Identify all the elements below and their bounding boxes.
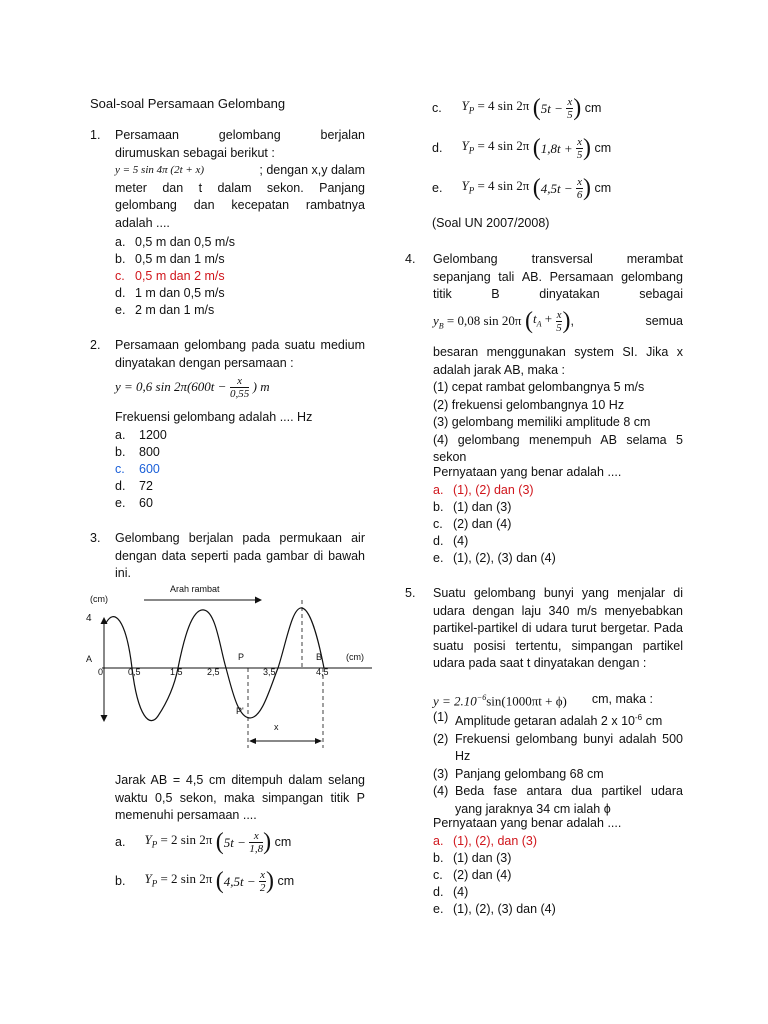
point-b-label: B	[316, 652, 323, 662]
word: transversal	[531, 252, 593, 266]
word: sebagai	[639, 287, 683, 301]
word: dinyatakan	[539, 287, 600, 301]
option-e[interactable]	[115, 302, 214, 320]
option-e[interactable]	[115, 495, 153, 513]
equation-var: y	[433, 312, 439, 328]
numerator: x	[567, 96, 573, 108]
word: titik	[433, 287, 452, 301]
question-line	[433, 286, 683, 304]
tick-label: 4,5	[316, 667, 329, 677]
equation	[433, 689, 567, 710]
option-text: 2 m dan 1 m/s	[135, 303, 215, 317]
equation-part: = 4 sin 2π	[477, 177, 530, 193]
question-text: Suatu gelombang bunyi yang menjalar di udara dengan laju 340 m/s menyebabkan partikel-partikel di udara turut bergetar. Pada suatu posisi tertentu, simpangan partikel udara pada saat t dinyatakan dengan :	[433, 586, 683, 670]
equation-sub: P	[468, 145, 475, 156]
option-label: d.	[115, 286, 126, 300]
fraction	[259, 869, 266, 894]
equation: y = 5 sin 4π (2t + x)	[115, 164, 205, 176]
unit: cm	[274, 834, 292, 849]
statement-number: (2)	[433, 731, 449, 746]
option-text: (1), (2), dan (3)	[453, 834, 538, 848]
word: Persamaan	[549, 269, 614, 284]
option-label: c.	[433, 517, 443, 531]
tick-label: 0	[98, 667, 104, 677]
unit: cm	[594, 180, 612, 195]
question-5	[405, 585, 685, 925]
question-1	[90, 127, 365, 322]
statement-text: Frekuensi gelombang bunyi adalah 500 Hz	[455, 731, 683, 764]
option-d[interactable]	[115, 285, 225, 303]
option-label: c.	[115, 462, 125, 476]
statement-item	[433, 766, 683, 784]
word: gelombang	[621, 269, 683, 284]
fraction	[249, 830, 263, 855]
point-p-prime-label: P'	[236, 706, 244, 716]
option-b[interactable]: b. $Y_P = 2$ sin 2π (4,5t − $\frac{x}{2}$ ) cm	[115, 867, 295, 894]
option-a-answer[interactable]	[433, 833, 537, 851]
equation-sub: A	[536, 319, 542, 329]
equation-line	[115, 162, 365, 180]
option-e[interactable]: e. $Y_P = 4$ sin 2π (4,5t − $\frac{x}{6}$ ) cm	[432, 174, 612, 201]
numerator: x	[556, 309, 562, 322]
question-body	[115, 127, 365, 232]
question-source: (Soal UN 2007/2008)	[432, 216, 550, 230]
option-a-answer[interactable]	[433, 482, 534, 500]
fraction	[230, 375, 249, 400]
denominator: 1,8	[249, 843, 264, 855]
question-text: Gelombang berjalan pada permukaan air dengan data seperti pada gambar di bawah ini.	[115, 531, 365, 580]
denominator: 5	[556, 322, 562, 335]
statement-text: Panjang gelombang 68 cm	[455, 766, 604, 781]
equation-sub: P	[151, 839, 158, 850]
denominator: 2	[259, 882, 266, 894]
option-b[interactable]	[433, 499, 511, 517]
option-text: 0,5 m dan 0,5 m/s	[135, 235, 236, 249]
question-text: Persamaan gelombang pada suatu medium dinyatakan dengan persamaan :	[115, 338, 365, 370]
word: tali	[498, 269, 515, 284]
equation-tail: semua	[645, 314, 683, 329]
question-body	[433, 251, 683, 304]
option-c-answer[interactable]	[115, 268, 225, 286]
option-label: d.	[433, 534, 444, 548]
option-text: (4)	[453, 534, 469, 548]
statement-text: Beda fase antara dua partikel udara yang jaraknya 34 cm ialah ϕ	[455, 784, 683, 816]
word: berjalan	[320, 128, 365, 142]
option-text: 1200	[139, 428, 167, 442]
statement-item	[433, 709, 683, 731]
option-c[interactable]: c. $Y_P = 4$ sin 2π (5t − $\frac{x}{5}$ ) cm	[432, 94, 602, 121]
option-a[interactable]	[115, 234, 235, 252]
option-c-answer[interactable]	[115, 461, 160, 479]
equation	[115, 375, 270, 400]
statement-item: (2) frekuensi gelombangnya 10 Hz	[433, 397, 625, 412]
word: Gelombang	[433, 252, 498, 266]
option-label: d.	[433, 885, 444, 899]
option-label: e.	[115, 303, 126, 317]
option-b[interactable]	[115, 444, 160, 462]
statement-number: (4)	[433, 784, 449, 799]
statement-item	[433, 731, 683, 766]
option-text: (2) dan (4)	[453, 517, 512, 531]
numerator: x	[249, 830, 263, 843]
option-label: e.	[115, 496, 126, 510]
wave-figure	[80, 578, 380, 753]
word: merambat	[626, 252, 683, 266]
option-label: a.	[433, 834, 444, 848]
option-a[interactable]	[115, 427, 167, 445]
statement-item: (4) gelombang menempuh AB selama 5 sekon	[433, 432, 683, 464]
equation-sub: P	[468, 105, 475, 116]
numerator: x	[577, 136, 583, 148]
numerator: x	[260, 869, 266, 881]
option-text: 1 m dan 0,5 m/s	[135, 286, 225, 300]
equation-var: t	[532, 311, 537, 326]
statement-item	[433, 783, 683, 818]
option-d[interactable]	[433, 533, 468, 551]
equation-sup: −6	[476, 693, 487, 702]
option-text: 600	[139, 462, 160, 476]
unit: cm	[584, 100, 602, 115]
option-label: b.	[433, 851, 444, 865]
option-label: a.	[115, 235, 126, 249]
option-b[interactable]	[433, 850, 511, 868]
option-d[interactable]: d. $Y_P = 4$ sin 2π (1,8t + $\frac{x}{5}$ ) cm	[432, 134, 612, 161]
option-label: a.	[115, 428, 126, 442]
question-4	[405, 251, 683, 571]
statement-item: (1) cepat rambat gelombangnya 5 m/s	[433, 380, 645, 394]
question-number: 5.	[405, 586, 416, 600]
statement-sup: -6	[635, 713, 643, 722]
option-text: (1) dan (3)	[453, 500, 512, 514]
option-text: (1), (2) dan (3)	[453, 483, 534, 497]
equation-sub: B	[438, 321, 444, 331]
amplitude-label: 4	[86, 613, 92, 624]
equation-part: +	[544, 311, 553, 326]
option-text: 60	[139, 496, 153, 510]
option-label: d.	[432, 140, 443, 155]
amplitude-arrow-down	[101, 715, 108, 722]
equation-part: y = 2.10	[433, 693, 477, 709]
option-label: e.	[433, 902, 444, 916]
statement-number: (3)	[433, 766, 449, 781]
statement-text: Amplitude getaran adalah 2 x 10	[455, 714, 635, 729]
question-text: meter dan t dalam sekon. Panjang gelombang dan kecepatan rambatnya adalah ....	[115, 180, 365, 230]
equation-var: Y	[461, 177, 469, 193]
tick-label: 2,5	[207, 667, 220, 677]
denominator: 5	[567, 109, 573, 121]
point-a-label: A	[86, 654, 93, 664]
statement-list	[433, 709, 683, 818]
word: sepanjang	[433, 269, 491, 284]
option-c[interactable]	[433, 867, 511, 885]
y-unit-label: (cm)	[90, 594, 108, 604]
option-label: b.	[115, 445, 126, 459]
question-line	[433, 269, 683, 287]
fraction	[576, 136, 583, 161]
option-label: c.	[433, 868, 443, 882]
equation-part: = 4 sin 2π	[477, 97, 530, 113]
question-line	[115, 127, 365, 145]
word: B	[491, 287, 500, 301]
option-text: (4)	[453, 885, 469, 899]
equation-part: = 2 sin 2π	[160, 831, 213, 847]
question-line: dirumuskan sebagai berikut :	[115, 145, 275, 160]
direction-arrow-head	[255, 597, 262, 604]
option-text: (2) dan (4)	[453, 868, 512, 882]
statement-number: (1)	[433, 710, 449, 724]
equation	[433, 312, 522, 331]
equation-var: Y	[144, 831, 152, 847]
option-label: a.	[115, 834, 126, 849]
option-text: (1), (2), (3) dan (4)	[453, 551, 556, 565]
option-a[interactable]: a. $Y_P = 2$ sin 2π (5t − $\frac{x}{1,8}$ ) cm	[115, 828, 292, 855]
option-label: c.	[115, 269, 125, 283]
equation-tail: ; dengan x,y dalam	[259, 163, 365, 177]
option-label: b.	[433, 500, 444, 514]
statement-item: (3) gelombang memiliki amplitude 8 cm	[433, 415, 651, 429]
wave-curve	[106, 608, 324, 721]
equation-inner: 4,5t −	[223, 873, 256, 889]
equation-part: ) m	[252, 378, 270, 394]
option-text: 72	[139, 479, 153, 493]
question-number: 4.	[405, 252, 416, 266]
option-b[interactable]	[115, 251, 225, 269]
equation-line	[433, 689, 683, 710]
option-text: (1), (2), (3) dan (4)	[453, 902, 556, 916]
numerator: x	[230, 375, 249, 388]
x-distance-label: x	[274, 722, 279, 732]
question-prompt: Pernyataan yang benar adalah ....	[433, 816, 622, 830]
numerator: x	[577, 176, 583, 188]
question-prompt: Pernyataan yang benar adalah ....	[433, 465, 622, 479]
option-d[interactable]	[433, 884, 468, 902]
word: Persamaan	[115, 128, 179, 142]
question-number: 2.	[90, 338, 101, 352]
document-title: Soal-soal Persamaan Gelombang	[90, 96, 286, 111]
option-label: e.	[433, 551, 444, 565]
question-2	[90, 337, 365, 517]
option-text: 0,5 m dan 2 m/s	[135, 269, 225, 283]
statement-text: cm	[642, 714, 663, 729]
question-text-2: Jarak AB = 4,5 cm ditempuh dalam selang waktu 0,5 sekon, maka simpangan titik P memenuhi persamaan ....	[115, 773, 365, 822]
equation-inner: 1,8t +	[540, 140, 573, 156]
word: AB.	[521, 269, 542, 284]
denominator: 5	[576, 149, 583, 161]
equation-sub: P	[468, 185, 475, 196]
unit: cm	[277, 873, 295, 888]
option-e[interactable]	[433, 550, 556, 568]
option-label: a.	[433, 483, 444, 497]
question-number: 1.	[90, 128, 101, 142]
option-text: 0,5 m dan 1 m/s	[135, 252, 225, 266]
option-d[interactable]	[115, 478, 153, 496]
question-text: besaran menggunakan system SI. Jika x adalah jarak AB, maka :	[433, 345, 683, 377]
option-text: (1) dan (3)	[453, 851, 512, 865]
equation-part: = 0,08 sin 20π	[446, 312, 522, 328]
option-label: b.	[115, 873, 126, 888]
x-arrow-right	[315, 738, 322, 744]
unit: cm	[594, 140, 612, 155]
option-label: c.	[432, 100, 442, 115]
denominator: 6	[576, 189, 583, 201]
fraction	[576, 176, 583, 201]
equation-var: Y	[461, 97, 469, 113]
equation-inner: 4,5t −	[540, 180, 573, 196]
word: gelombang	[218, 128, 281, 142]
option-label: b.	[115, 252, 126, 266]
equation-part: = 2 sin 2π	[160, 870, 213, 886]
equation-var: Y	[461, 137, 469, 153]
option-e[interactable]	[433, 901, 556, 919]
option-label: d.	[115, 479, 126, 493]
arah-rambat-label: Arah rambat	[170, 584, 220, 594]
option-label: e.	[432, 180, 443, 195]
equation-part: y = 0,6 sin 2π(600t −	[115, 378, 227, 394]
equation-part: = 4 sin 2π	[477, 137, 530, 153]
question-line	[433, 251, 683, 269]
option-text: 800	[139, 445, 160, 459]
equation-sub: P	[151, 878, 158, 889]
tick-label: 1,5	[170, 667, 183, 677]
question-number: 3.	[90, 531, 101, 545]
tick-label: 3,5	[263, 667, 276, 677]
x-unit-label: (cm)	[346, 652, 364, 662]
equation-line: $y_B = 0,08$ sin 20π ($t_A$ + $\frac{x}{5}$ ), semua	[433, 307, 683, 335]
equation-part: sin(1000πt + ϕ)	[486, 693, 567, 709]
equation-var: Y	[144, 870, 152, 886]
denominator: 0,55	[229, 388, 250, 400]
tick-label: 0,5	[128, 667, 141, 677]
option-c[interactable]	[433, 516, 511, 534]
equation-inner: 5t −	[540, 100, 563, 116]
equation-tail: cm, maka :	[591, 691, 653, 706]
equation-inner: 5t −	[223, 834, 246, 850]
question-prompt: Frekuensi gelombang adalah .... Hz	[115, 410, 313, 424]
point-p-label: P	[238, 652, 245, 662]
statement-list	[433, 379, 683, 467]
x-arrow-left	[249, 738, 256, 744]
